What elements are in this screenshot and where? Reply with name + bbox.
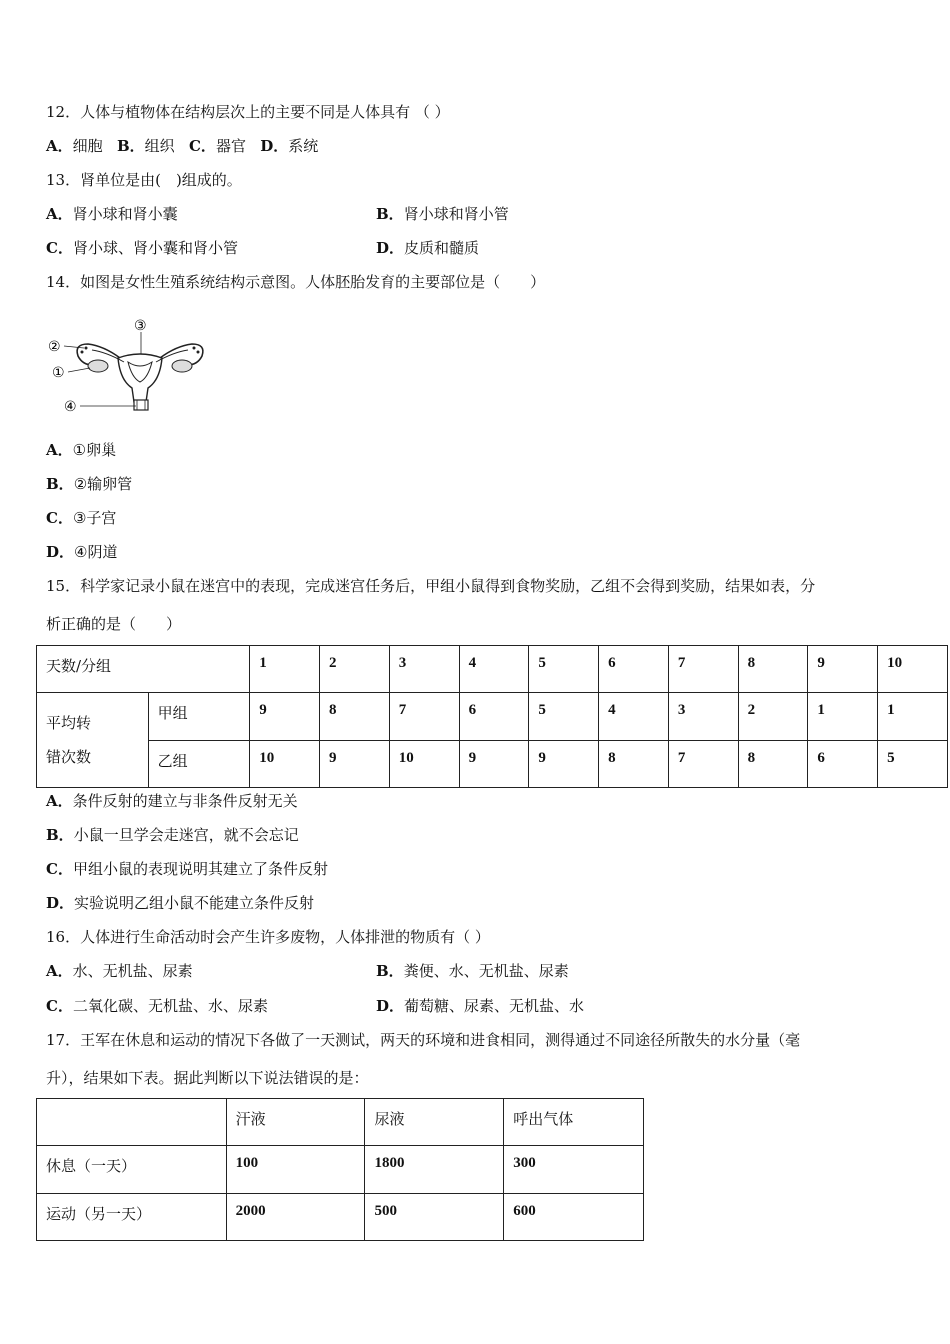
figure-label-1: ① xyxy=(52,365,65,381)
q15-option-d-row xyxy=(46,893,314,913)
group-a-cell: 9 xyxy=(250,693,320,741)
q15-option-a: 条件反射的建立与非条件反射无关 xyxy=(72,792,298,810)
table-cell: 500 xyxy=(365,1194,504,1241)
group-b-cell: 9 xyxy=(320,741,390,788)
group-b-cell: 5 xyxy=(878,741,948,788)
q12-option-a-label: A． xyxy=(46,137,73,155)
q17-stem-line1: 17．王军在休息和运动的情况下各做了一天测试，两天的环境和进食相同，测得通过不同途径所散失的水分量（毫 xyxy=(46,1031,801,1049)
q13-option-d-row xyxy=(376,238,479,258)
q14-option-a: ①卵巢 xyxy=(72,441,117,459)
q15-stem-line2: 析正确的是（ ） xyxy=(46,615,182,633)
q15-option-c-label: C． xyxy=(46,860,73,878)
q13-option-b-label: B． xyxy=(376,205,404,223)
q12-option-a: 细胞 xyxy=(72,137,103,155)
water-loss-table xyxy=(36,1098,644,1241)
q12-option-c-label: C． xyxy=(188,137,216,155)
q14-option-b-label: B． xyxy=(46,475,74,493)
table-header-exhaled-air: 呼出气体 xyxy=(504,1099,644,1146)
table-cell: 1800 xyxy=(365,1146,504,1194)
group-a-cell: 1 xyxy=(808,693,878,741)
q13-option-a-label: A． xyxy=(46,205,73,223)
q15-option-c-row xyxy=(46,859,328,879)
q16-option-a-label: A． xyxy=(46,962,73,980)
q13-option-c: 肾小球、肾小囊和肾小管 xyxy=(72,239,238,257)
q14-option-c-label: C． xyxy=(46,509,73,527)
figure-label-2: ② xyxy=(48,339,61,355)
q15-option-a-row xyxy=(46,791,298,811)
group-a-cell: 8 xyxy=(320,693,390,741)
q16-option-b-label: B． xyxy=(376,962,404,980)
q14-option-d-label: D． xyxy=(46,543,75,561)
q14-option-d-row xyxy=(46,542,117,562)
q13-option-b: 肾小球和肾小管 xyxy=(403,205,509,223)
q12-option-d-label: D． xyxy=(260,137,289,155)
q12-option-b: 组织 xyxy=(144,137,175,155)
table-cell: 300 xyxy=(504,1146,644,1194)
q14-option-b: ②输卵管 xyxy=(73,475,133,493)
q15-option-d-label: D． xyxy=(46,894,75,912)
group-b-cell: 9 xyxy=(459,741,529,788)
q15-option-d: 实验说明乙组小鼠不能建立条件反射 xyxy=(74,894,315,912)
q13-stem: 13．肾单位是由( )组成的。 xyxy=(46,171,242,189)
q16-option-c-label: C． xyxy=(46,997,73,1015)
figure-label-4: ④ xyxy=(64,399,77,415)
q16-option-d-label: D． xyxy=(376,997,405,1015)
table-row xyxy=(37,1146,644,1194)
q16-option-b: 粪便、水、无机盐、尿素 xyxy=(403,962,569,980)
q14-option-c: ③子宫 xyxy=(72,509,117,527)
table-header-label: 天数/分组 xyxy=(37,646,250,693)
q12-stem: 12．人体与植物体在结构层次上的主要不同是人体具有 （ ） xyxy=(46,103,450,121)
group-a-cell: 4 xyxy=(599,693,669,741)
group-a-cell: 5 xyxy=(529,693,599,741)
table-row xyxy=(37,693,948,741)
q16-option-d: 葡萄糖、尿素、无机盐、水 xyxy=(404,997,585,1015)
day-cell: 2 xyxy=(320,646,390,693)
table-row xyxy=(37,1099,644,1146)
group-a-cell: 7 xyxy=(389,693,459,741)
q15-option-a-label: A． xyxy=(46,792,73,810)
table-header-sweat: 汗液 xyxy=(226,1099,365,1146)
group-b-cell: 6 xyxy=(808,741,878,788)
q16-stem: 16．人体进行生命活动时会产生许多废物，人体排泄的物质有（ ） xyxy=(46,928,490,946)
group-b-cell: 10 xyxy=(250,741,320,788)
day-cell: 6 xyxy=(599,646,669,693)
day-cell: 4 xyxy=(459,646,529,693)
day-cell: 9 xyxy=(808,646,878,693)
group-b-label: 乙组 xyxy=(148,741,250,788)
q15-stem-line1: 15．科学家记录小鼠在迷宫中的表现，完成迷宫任务后，甲组小鼠得到食物奖励，乙组不会得到奖励，结果如表，分 xyxy=(46,577,816,595)
day-cell: 3 xyxy=(389,646,459,693)
q16-option-a: 水、无机盐、尿素 xyxy=(72,962,193,980)
q12-option-d: 系统 xyxy=(288,137,319,155)
figure-label-3: ③ xyxy=(134,318,147,334)
q12-options xyxy=(46,136,318,156)
group-a-cell: 2 xyxy=(738,693,808,741)
row-label-line1: 平均转 xyxy=(46,714,92,732)
table-cell: 2000 xyxy=(226,1194,365,1241)
day-cell: 7 xyxy=(668,646,738,693)
group-b-cell: 9 xyxy=(529,741,599,788)
q15-option-c: 甲组小鼠的表现说明其建立了条件反射 xyxy=(72,860,328,878)
table-header-empty xyxy=(37,1099,227,1146)
day-cell: 8 xyxy=(738,646,808,693)
group-a-cell: 6 xyxy=(459,693,529,741)
group-b-cell: 8 xyxy=(599,741,669,788)
table-row xyxy=(37,1194,644,1241)
group-a-cell: 3 xyxy=(668,693,738,741)
q13-option-d: 皮质和髓质 xyxy=(404,239,480,257)
group-b-cell: 8 xyxy=(738,741,808,788)
q13-option-d-label: D． xyxy=(376,239,405,257)
q14-option-b-row xyxy=(46,474,132,494)
female-reproductive-system-figure xyxy=(44,310,214,418)
row-label-exercise: 运动（另一天） xyxy=(37,1194,227,1241)
q14-option-a-label: A． xyxy=(46,441,73,459)
q14-option-a-row xyxy=(46,440,116,460)
group-a-label: 甲组 xyxy=(148,693,250,741)
q13-option-a: 肾小球和肾小囊 xyxy=(72,205,178,223)
q15-option-b-label: B． xyxy=(46,826,74,844)
q13-option-c-row xyxy=(46,238,238,258)
q17-stem-line2: 升），结果如下表。据此判断以下说法错误的是： xyxy=(46,1069,369,1087)
row-label xyxy=(37,693,149,788)
table-row xyxy=(37,741,948,788)
q15-option-b-row xyxy=(46,825,299,845)
row-label-rest: 休息（一天） xyxy=(37,1146,227,1194)
q14-option-d: ④阴道 xyxy=(74,543,118,561)
q13-option-c-label: C． xyxy=(46,239,73,257)
q16-option-b-row xyxy=(376,961,569,981)
q16-option-a-row xyxy=(46,961,193,981)
table-cell: 100 xyxy=(226,1146,365,1194)
q16-option-c: 二氧化碳、无机盐、水、尿素 xyxy=(72,997,268,1015)
q12-option-b-label: B． xyxy=(116,137,145,155)
group-b-cell: 7 xyxy=(668,741,738,788)
group-b-cell: 10 xyxy=(389,741,459,788)
q13-option-b-row xyxy=(376,204,509,224)
day-cell: 5 xyxy=(529,646,599,693)
q14-option-c-row xyxy=(46,508,116,528)
group-a-cell: 1 xyxy=(878,693,948,741)
q16-option-d-row xyxy=(376,996,584,1016)
day-cell: 10 xyxy=(878,646,948,693)
maze-results-table xyxy=(36,645,948,788)
day-cell: 1 xyxy=(250,646,320,693)
q15-option-b: 小鼠一旦学会走迷宫，就不会忘记 xyxy=(73,826,299,844)
table-row xyxy=(37,646,948,693)
table-cell: 600 xyxy=(504,1194,644,1241)
q13-option-a-row xyxy=(46,204,178,224)
q12-option-c: 器官 xyxy=(215,137,246,155)
table-header-urine: 尿液 xyxy=(365,1099,504,1146)
row-label-line2: 错次数 xyxy=(46,748,92,766)
q16-option-c-row xyxy=(46,996,268,1016)
q14-stem: 14．如图是女性生殖系统结构示意图。人体胚胎发育的主要部位是（ ） xyxy=(46,273,546,291)
